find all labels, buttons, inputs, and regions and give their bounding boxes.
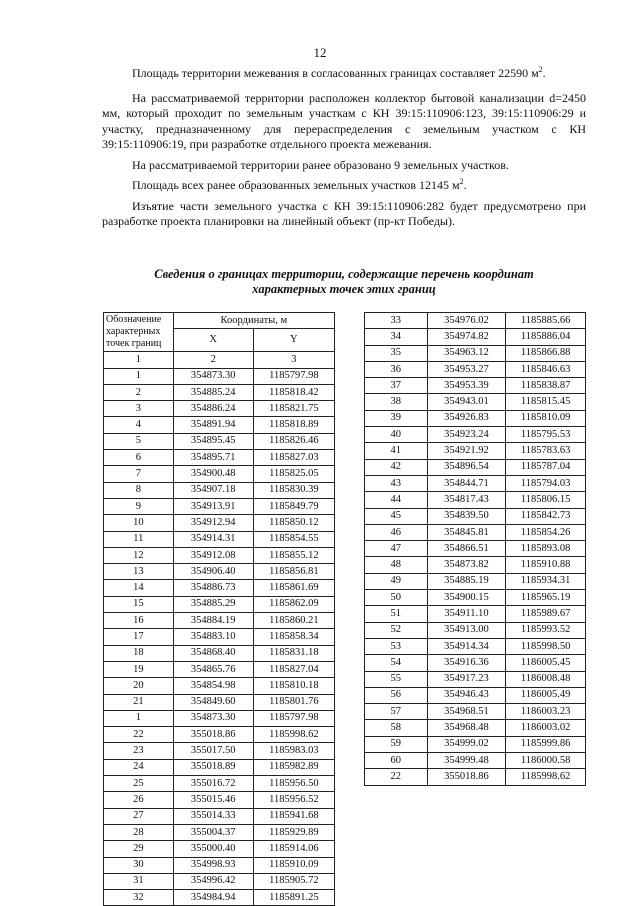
y-coordinate-cell: 1185965.19	[506, 590, 586, 606]
table-row	[104, 857, 335, 873]
y-coordinate-cell: 1185825.05	[253, 466, 334, 482]
point-number-cell: 13	[104, 564, 174, 580]
superscript: 2	[538, 65, 543, 74]
point-number-cell: 22	[104, 727, 174, 743]
table-row	[365, 687, 586, 703]
punctuation: .	[463, 178, 467, 192]
y-coordinate-cell: 1185866.88	[506, 345, 586, 361]
table-row	[104, 433, 335, 449]
y-coordinate-cell: 1186005.49	[506, 687, 586, 703]
table-row	[104, 384, 335, 400]
table-row	[104, 613, 335, 629]
y-coordinate-cell: 1185941.68	[253, 808, 334, 824]
x-coordinate-cell: 354984.94	[173, 890, 253, 906]
table-row	[104, 661, 335, 677]
y-coordinate-cell: 1186003.02	[506, 720, 586, 736]
y-coordinate-cell: 1185914.06	[253, 841, 334, 857]
x-coordinate-cell: 354817.43	[427, 492, 506, 508]
x-coordinate-cell: 354923.24	[427, 427, 506, 443]
point-number-cell: 14	[104, 580, 174, 596]
y-coordinate-cell: 1185806.15	[506, 492, 586, 508]
x-coordinate-cell: 354916.36	[427, 655, 506, 671]
x-coordinate-cell: 354963.12	[427, 345, 506, 361]
x-coordinate-cell: 354946.43	[427, 687, 506, 703]
point-number-cell: 10	[104, 515, 174, 531]
header-x: X	[173, 329, 253, 352]
x-coordinate-cell: 354974.82	[427, 329, 506, 345]
paragraph-seizure: Изъятие части земельного участка с КН 39:15:110906:282 будет предусмотрено при разработке проекта планировки на линейный объект (пр-кт Победы).	[102, 198, 586, 228]
table-row	[104, 710, 335, 726]
point-number-cell: 19	[104, 661, 174, 677]
x-coordinate-cell: 354873.82	[427, 557, 506, 573]
table-row	[365, 606, 586, 622]
y-coordinate-cell: 1185850.12	[253, 515, 334, 531]
point-number-cell: 31	[104, 873, 174, 889]
table-row	[365, 508, 586, 524]
point-number-cell: 47	[365, 541, 428, 557]
y-coordinate-cell: 1185815.45	[506, 394, 586, 410]
table-row	[104, 450, 335, 466]
x-coordinate-cell: 354999.48	[427, 753, 506, 769]
point-number-cell: 18	[104, 645, 174, 661]
x-coordinate-cell: 354912.94	[173, 515, 253, 531]
y-coordinate-cell: 1185983.03	[253, 743, 334, 759]
point-number-cell: 24	[104, 759, 174, 775]
point-number-cell: 39	[365, 410, 428, 426]
table-row	[365, 753, 586, 769]
point-number-cell: 58	[365, 720, 428, 736]
point-number-cell: 32	[104, 890, 174, 906]
y-coordinate-cell: 1185929.89	[253, 824, 334, 840]
x-coordinate-cell: 354900.15	[427, 590, 506, 606]
point-number-cell: 34	[365, 329, 428, 345]
x-coordinate-cell: 355017.50	[173, 743, 253, 759]
x-coordinate-cell: 354886.73	[173, 580, 253, 596]
table-row	[365, 475, 586, 491]
y-coordinate-cell: 1185810.18	[253, 678, 334, 694]
table-row	[365, 622, 586, 638]
point-number-cell: 26	[104, 792, 174, 808]
x-coordinate-cell: 354912.08	[173, 547, 253, 563]
x-coordinate-cell: 354891.94	[173, 417, 253, 433]
x-coordinate-cell: 354914.31	[173, 531, 253, 547]
header-col-number: 3	[253, 352, 334, 368]
paragraph-parcels-area-text: Площадь всех ранее образованных земельных участков 12145 м	[132, 178, 460, 192]
x-coordinate-cell: 354953.27	[427, 361, 506, 377]
table-row	[365, 736, 586, 752]
x-coordinate-cell: 355004.37	[173, 824, 253, 840]
y-coordinate-cell: 1185998.62	[253, 727, 334, 743]
point-number-cell: 30	[104, 857, 174, 873]
table-row	[365, 541, 586, 557]
x-coordinate-cell: 354998.93	[173, 857, 253, 873]
table-row	[104, 743, 335, 759]
table-row	[104, 890, 335, 906]
table-row	[365, 394, 586, 410]
y-coordinate-cell: 1185810.09	[506, 410, 586, 426]
x-coordinate-cell: 354885.24	[173, 384, 253, 400]
y-coordinate-cell: 1185855.12	[253, 547, 334, 563]
header-coords: Координаты, м	[173, 313, 334, 329]
x-coordinate-cell: 354895.71	[173, 450, 253, 466]
table-row	[104, 368, 335, 384]
y-coordinate-cell: 1185998.50	[506, 638, 586, 654]
y-coordinate-cell: 1185795.53	[506, 427, 586, 443]
y-coordinate-cell: 1186005.45	[506, 655, 586, 671]
y-coordinate-cell: 1185797.98	[253, 368, 334, 384]
x-coordinate-cell: 354844.71	[427, 475, 506, 491]
y-coordinate-cell: 1185886.04	[506, 329, 586, 345]
table-row	[104, 629, 335, 645]
point-number-cell: 38	[365, 394, 428, 410]
point-number-cell: 9	[104, 498, 174, 514]
y-coordinate-cell: 1185854.26	[506, 524, 586, 540]
table-title-line2: характерных точек этих границ	[252, 282, 436, 296]
table-left-body	[104, 368, 335, 906]
point-number-cell: 3	[104, 401, 174, 417]
point-number-cell: 44	[365, 492, 428, 508]
point-number-cell: 60	[365, 753, 428, 769]
x-coordinate-cell: 355018.86	[427, 769, 506, 785]
x-coordinate-cell: 354900.48	[173, 466, 253, 482]
table-row	[365, 378, 586, 394]
x-coordinate-cell: 354968.48	[427, 720, 506, 736]
y-coordinate-cell: 1185999.86	[506, 736, 586, 752]
x-coordinate-cell: 354943.01	[427, 394, 506, 410]
point-number-cell: 54	[365, 655, 428, 671]
x-coordinate-cell: 355018.89	[173, 759, 253, 775]
table-row	[104, 547, 335, 563]
y-coordinate-cell: 1185982.89	[253, 759, 334, 775]
point-number-cell: 43	[365, 475, 428, 491]
point-number-cell: 41	[365, 443, 428, 459]
point-number-cell: 50	[365, 590, 428, 606]
y-coordinate-cell: 1185858.34	[253, 629, 334, 645]
point-number-cell: 49	[365, 573, 428, 589]
y-coordinate-cell: 1185993.52	[506, 622, 586, 638]
point-number-cell: 1	[104, 710, 174, 726]
y-coordinate-cell: 1185989.67	[506, 606, 586, 622]
table-row	[365, 671, 586, 687]
x-coordinate-cell: 354913.91	[173, 498, 253, 514]
table-row	[365, 557, 586, 573]
table-row	[104, 776, 335, 792]
table-row	[104, 417, 335, 433]
y-coordinate-cell: 1185862.09	[253, 596, 334, 612]
y-coordinate-cell: 1185818.42	[253, 384, 334, 400]
y-coordinate-cell: 1185885.66	[506, 313, 586, 329]
y-coordinate-cell: 1185794.03	[506, 475, 586, 491]
y-coordinate-cell: 1185956.52	[253, 792, 334, 808]
point-number-cell: 57	[365, 704, 428, 720]
table-row	[104, 727, 335, 743]
y-coordinate-cell: 1185849.79	[253, 498, 334, 514]
x-coordinate-cell: 354884.19	[173, 613, 253, 629]
point-number-cell: 2	[104, 384, 174, 400]
table-row	[104, 808, 335, 824]
table-row	[365, 573, 586, 589]
point-number-cell: 55	[365, 671, 428, 687]
x-coordinate-cell: 354906.40	[173, 564, 253, 580]
point-number-cell: 11	[104, 531, 174, 547]
y-coordinate-cell: 1185998.62	[506, 769, 586, 785]
point-number-cell: 27	[104, 808, 174, 824]
x-coordinate-cell: 354996.42	[173, 873, 253, 889]
point-number-cell: 7	[104, 466, 174, 482]
y-coordinate-cell: 1185827.04	[253, 661, 334, 677]
table-title-line1: Сведения о границах территории, содержащие перечень координат	[154, 267, 534, 281]
table-row	[365, 769, 586, 785]
table-row	[365, 361, 586, 377]
paragraph-area	[102, 66, 586, 82]
table-row	[365, 704, 586, 720]
point-number-cell: 8	[104, 482, 174, 498]
table-row	[104, 645, 335, 661]
table-row	[365, 427, 586, 443]
x-coordinate-cell: 354873.30	[173, 368, 253, 384]
table-row	[104, 678, 335, 694]
superscript: 2	[459, 177, 464, 186]
x-coordinate-cell: 354845.81	[427, 524, 506, 540]
x-coordinate-cell: 354968.51	[427, 704, 506, 720]
y-coordinate-cell: 1185821.75	[253, 401, 334, 417]
table-row	[365, 443, 586, 459]
x-coordinate-cell: 355016.72	[173, 776, 253, 792]
coordinates-table-left	[103, 312, 335, 906]
y-coordinate-cell: 1185801.76	[253, 694, 334, 710]
point-number-cell: 25	[104, 776, 174, 792]
point-number-cell: 22	[365, 769, 428, 785]
x-coordinate-cell: 354866.51	[427, 541, 506, 557]
y-coordinate-cell: 1185956.50	[253, 776, 334, 792]
point-number-cell: 12	[104, 547, 174, 563]
table-row	[365, 590, 586, 606]
paragraph-area-text: Площадь территории межевания в согласованных границах составляет 22590 м	[132, 66, 539, 80]
point-number-cell: 6	[104, 450, 174, 466]
point-number-cell: 23	[104, 743, 174, 759]
punctuation: .	[542, 66, 546, 80]
x-coordinate-cell: 354868.40	[173, 645, 253, 661]
table-row	[365, 492, 586, 508]
coordinates-table-right	[364, 312, 586, 786]
x-coordinate-cell: 354865.76	[173, 661, 253, 677]
table-row	[104, 873, 335, 889]
point-number-cell: 36	[365, 361, 428, 377]
y-coordinate-cell: 1185787.04	[506, 459, 586, 475]
x-coordinate-cell: 355014.33	[173, 808, 253, 824]
point-number-cell: 1	[104, 368, 174, 384]
point-number-cell: 46	[365, 524, 428, 540]
x-coordinate-cell: 354885.29	[173, 596, 253, 612]
x-coordinate-cell: 354839.50	[427, 508, 506, 524]
y-coordinate-cell: 1185893.08	[506, 541, 586, 557]
y-coordinate-cell: 1185842.73	[506, 508, 586, 524]
point-number-cell: 40	[365, 427, 428, 443]
table-row	[104, 824, 335, 840]
body-text	[102, 66, 586, 239]
y-coordinate-cell: 1185818.89	[253, 417, 334, 433]
point-number-cell: 33	[365, 313, 428, 329]
y-coordinate-cell: 1185830.39	[253, 482, 334, 498]
point-number-cell: 37	[365, 378, 428, 394]
y-coordinate-cell: 1185783.63	[506, 443, 586, 459]
y-coordinate-cell: 1185910.09	[253, 857, 334, 873]
x-coordinate-cell: 354914.34	[427, 638, 506, 654]
point-number-cell: 59	[365, 736, 428, 752]
x-coordinate-cell: 354907.18	[173, 482, 253, 498]
y-coordinate-cell: 1185856.81	[253, 564, 334, 580]
y-coordinate-cell: 1185827.03	[253, 450, 334, 466]
point-number-cell: 56	[365, 687, 428, 703]
x-coordinate-cell: 354911.10	[427, 606, 506, 622]
table-row	[104, 694, 335, 710]
x-coordinate-cell: 354999.02	[427, 736, 506, 752]
table-row	[104, 531, 335, 547]
header-designation: Обозначение характерных точек границ	[104, 313, 174, 352]
x-coordinate-cell: 354976.02	[427, 313, 506, 329]
y-coordinate-cell: 1185854.55	[253, 531, 334, 547]
point-number-cell: 53	[365, 638, 428, 654]
table-row	[104, 759, 335, 775]
header-col-number: 2	[173, 352, 253, 368]
table-row	[104, 596, 335, 612]
paragraph-parcels-area	[102, 178, 586, 194]
x-coordinate-cell: 354885.19	[427, 573, 506, 589]
paragraph-parcels-count: На рассматриваемой территории ранее образовано 9 земельных участков.	[132, 157, 509, 172]
point-number-cell: 17	[104, 629, 174, 645]
point-number-cell: 52	[365, 622, 428, 638]
table-row	[104, 401, 335, 417]
table-row	[104, 580, 335, 596]
y-coordinate-cell: 1185838.87	[506, 378, 586, 394]
x-coordinate-cell: 354953.39	[427, 378, 506, 394]
y-coordinate-cell: 1186003.23	[506, 704, 586, 720]
table-row	[104, 564, 335, 580]
x-coordinate-cell: 354849.60	[173, 694, 253, 710]
x-coordinate-cell: 354913.00	[427, 622, 506, 638]
x-coordinate-cell: 355000.40	[173, 841, 253, 857]
page-number: 12	[313, 45, 327, 60]
x-coordinate-cell: 354895.45	[173, 433, 253, 449]
table-row	[104, 498, 335, 514]
point-number-cell: 48	[365, 557, 428, 573]
x-coordinate-cell: 354883.10	[173, 629, 253, 645]
y-coordinate-cell: 1185846.63	[506, 361, 586, 377]
paragraph-sewer: На рассматриваемой территории расположен коллектор бытовой канализации d=2450 мм, который проходит по земельным участкам с КН 39:15:110906:123, 39:15:110906:29 и участку, предназначенному для перераспределения с земельным участком с КН 39:15:110906:19, при разработке отдельного проекта межевания.	[102, 90, 586, 151]
y-coordinate-cell: 1185905.72	[253, 873, 334, 889]
y-coordinate-cell: 1186000.58	[506, 753, 586, 769]
point-number-cell: 21	[104, 694, 174, 710]
x-coordinate-cell: 354896.54	[427, 459, 506, 475]
table-right-body	[365, 313, 586, 786]
table-row	[365, 459, 586, 475]
header-col-number: 1	[104, 352, 174, 368]
point-number-cell: 29	[104, 841, 174, 857]
x-coordinate-cell: 354886.24	[173, 401, 253, 417]
x-coordinate-cell: 354921.92	[427, 443, 506, 459]
x-coordinate-cell: 354926.83	[427, 410, 506, 426]
table-row	[365, 329, 586, 345]
point-number-cell: 15	[104, 596, 174, 612]
y-coordinate-cell: 1185831.18	[253, 645, 334, 661]
table-row	[365, 638, 586, 654]
y-coordinate-cell: 1185934.31	[506, 573, 586, 589]
point-number-cell: 35	[365, 345, 428, 361]
x-coordinate-cell: 354917.23	[427, 671, 506, 687]
table-title	[102, 267, 586, 297]
y-coordinate-cell: 1185826.46	[253, 433, 334, 449]
table-row	[365, 720, 586, 736]
table-row	[365, 524, 586, 540]
x-coordinate-cell: 354854.98	[173, 678, 253, 694]
y-coordinate-cell: 1186008.48	[506, 671, 586, 687]
header-y: Y	[253, 329, 334, 352]
table-row	[365, 655, 586, 671]
table-row	[365, 313, 586, 329]
table-row	[104, 792, 335, 808]
point-number-cell: 28	[104, 824, 174, 840]
table-row	[365, 410, 586, 426]
table-row	[104, 515, 335, 531]
point-number-cell: 16	[104, 613, 174, 629]
point-number-cell: 45	[365, 508, 428, 524]
y-coordinate-cell: 1185797.98	[253, 710, 334, 726]
table-row	[104, 482, 335, 498]
point-number-cell: 51	[365, 606, 428, 622]
x-coordinate-cell: 355018.86	[173, 727, 253, 743]
y-coordinate-cell: 1185861.69	[253, 580, 334, 596]
table-row	[104, 466, 335, 482]
point-number-cell: 20	[104, 678, 174, 694]
point-number-cell: 4	[104, 417, 174, 433]
x-coordinate-cell: 354873.30	[173, 710, 253, 726]
table-row	[365, 345, 586, 361]
x-coordinate-cell: 355015.46	[173, 792, 253, 808]
y-coordinate-cell: 1185910.88	[506, 557, 586, 573]
point-number-cell: 5	[104, 433, 174, 449]
y-coordinate-cell: 1185891.25	[253, 890, 334, 906]
point-number-cell: 42	[365, 459, 428, 475]
y-coordinate-cell: 1185860.21	[253, 613, 334, 629]
table-row	[104, 841, 335, 857]
